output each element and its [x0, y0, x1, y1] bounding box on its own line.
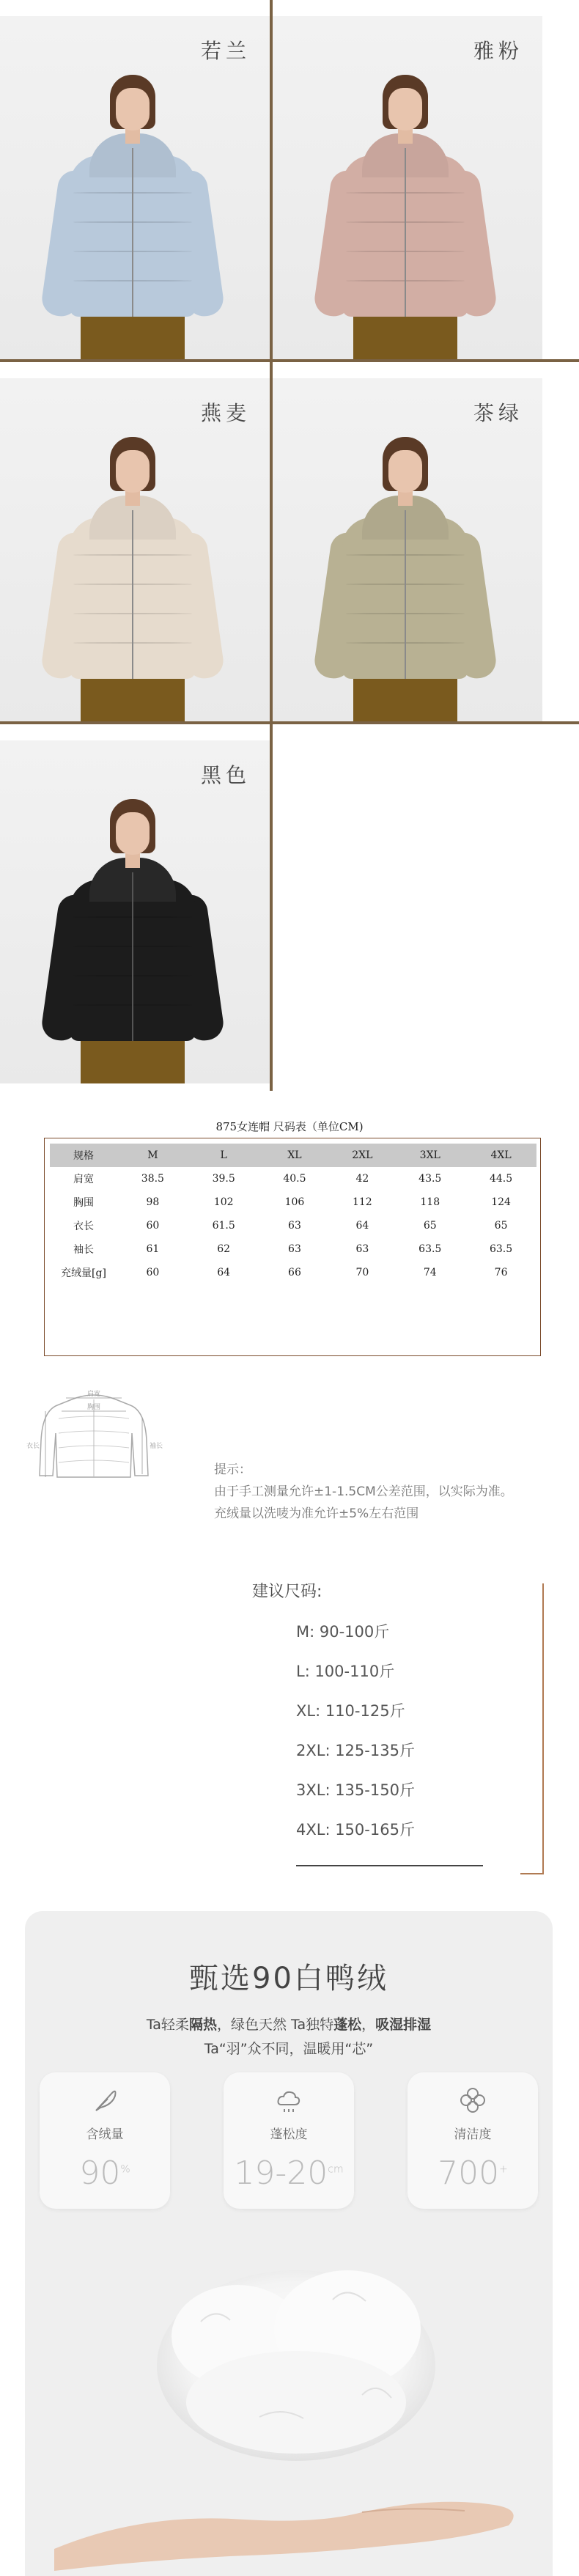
size-table-cell: 充绒量[g]: [61, 1267, 106, 1279]
model-figure-part: [388, 450, 422, 493]
size-table-cell: L: [188, 1144, 259, 1167]
size-table-cell: 64: [355, 1220, 369, 1232]
size-table-cell: 44.5: [489, 1173, 513, 1185]
tagline-part: Ta轻柔: [146, 2017, 189, 2033]
note-line-1: 由于手工测量允许±1-1.5CM公差范围，以实际为准。: [214, 1484, 513, 1499]
model-figure-part: [353, 674, 457, 721]
size-table-cell: 40.5: [283, 1173, 306, 1185]
variant-card-yanmai: [0, 378, 270, 721]
model-figure-part: [405, 148, 406, 317]
size-table-cell: 4XL: [465, 1144, 536, 1167]
suggestion-underline: [296, 1865, 483, 1866]
down-cleanliness-card: [407, 2072, 538, 2209]
model-figure-part: [132, 148, 133, 317]
model-figure-part: [132, 872, 133, 1041]
size-table-cell: 70: [355, 1267, 369, 1278]
model-figure-part: [81, 312, 185, 359]
size-table-row: [50, 1167, 536, 1191]
size-table-cell: 衣长: [73, 1221, 94, 1232]
variant-color-name: 黑色: [200, 763, 251, 787]
clover-icon: [407, 2086, 538, 2118]
size-table-cell: 98: [146, 1196, 160, 1208]
size-table-cell: 63: [288, 1243, 301, 1255]
size-suggestion-item: 2XL: 125-135斤: [296, 1742, 415, 1759]
size-table-cell: 63.5: [489, 1243, 513, 1255]
size-table-cell: 112: [352, 1196, 372, 1208]
variant-color-name: 茶绿: [473, 401, 523, 425]
variant-card-ruolan: [0, 16, 270, 359]
size-table-header: [50, 1144, 536, 1167]
size-table-cell: 61.5: [212, 1220, 235, 1232]
size-table-cell: 胸围: [73, 1197, 94, 1209]
size-suggestion-item: L: 100-110斤: [296, 1663, 395, 1680]
size-suggestion-item: M: 90-100斤: [296, 1623, 390, 1641]
variant-card-yafen: [273, 16, 542, 359]
size-table-cell: 3XL: [394, 1144, 465, 1167]
down-tagline-1: [25, 2014, 553, 2034]
down-fluffiness-card: [224, 2072, 354, 2209]
model-figure-part: [116, 812, 150, 855]
size-table-row: [50, 1237, 536, 1261]
size-table-cell: 63.5: [418, 1243, 442, 1255]
tagline-part: ，绿色天然 Ta独特: [216, 2017, 334, 2033]
down-cluster-image: [113, 2234, 479, 2483]
size-table-cell: 60: [146, 1267, 160, 1278]
down-feature-panel: [25, 1911, 553, 2576]
size-table: [50, 1144, 536, 1284]
sleeve-label: 袖长: [150, 1443, 163, 1450]
down-content-card: [40, 2072, 170, 2209]
grid-divider-2: [0, 721, 579, 724]
size-table-cell: 106: [284, 1196, 305, 1208]
feather-icon: [40, 2086, 170, 2118]
size-suggestion-item: 4XL: 150-165斤: [296, 1821, 415, 1839]
card-value: 90%: [79, 2154, 130, 2192]
card-value: 700+: [438, 2154, 508, 2192]
note-title: 提示：: [214, 1462, 251, 1477]
model-figure-part: [388, 88, 422, 130]
model-figure-part: [116, 450, 150, 493]
cloud-icon: [224, 2086, 354, 2118]
size-table-cell: 规格: [50, 1144, 117, 1167]
size-table-cell: XL: [259, 1144, 331, 1167]
variant-color-name: 若兰: [200, 39, 251, 63]
model-figure-part: [81, 674, 185, 721]
size-table-cell: 42: [355, 1173, 369, 1185]
size-suggestion-item: 3XL: 135-150斤: [296, 1781, 415, 1799]
size-table-row: [50, 1191, 536, 1214]
down-tagline-2: Ta“羽”众不同，温暖用“芯”: [204, 2041, 374, 2057]
measurement-note: [214, 1459, 513, 1525]
model-figure-part: [81, 1037, 185, 1083]
card-label: 含绒量: [86, 2127, 124, 2142]
size-table-cell: 118: [420, 1196, 440, 1208]
size-table-cell: 袖长: [73, 1244, 94, 1256]
size-table-title: 875女连帽 尺码表（单位CM): [215, 1120, 364, 1133]
size-table-cell: 39.5: [212, 1173, 235, 1185]
size-table-cell: M: [117, 1144, 188, 1167]
down-title: 甄选90白鸭绒: [189, 1962, 388, 1995]
suggestion-bracket: [520, 1583, 544, 1874]
model-figure-part: [405, 510, 406, 679]
card-label: 蓬松度: [270, 2127, 308, 2142]
size-table-cell: 102: [213, 1196, 234, 1208]
size-table-row: [50, 1261, 536, 1284]
size-table-cell: 38.5: [141, 1173, 164, 1185]
model-figure-part: [353, 312, 457, 359]
tagline-part: ，: [361, 2017, 376, 2033]
size-table-cell: 64: [217, 1267, 231, 1278]
variant-card-heise: [0, 740, 270, 1083]
size-table-cell: 肩宽: [73, 1174, 94, 1185]
size-table-cell: 2XL: [330, 1144, 394, 1167]
size-table-cell: 65: [423, 1220, 437, 1232]
tagline-bold-moisture: 吸湿排湿: [375, 2017, 432, 2033]
variant-color-name: 燕麦: [200, 401, 251, 425]
measurement-diagram: [21, 1389, 167, 1484]
model-figure-part: [116, 88, 150, 130]
chest-label: 胸围: [86, 1404, 101, 1411]
size-table-cell: 66: [288, 1267, 301, 1278]
size-table-cell: 60: [146, 1220, 160, 1232]
variant-card-chalv: [273, 378, 542, 721]
length-label: 衣长: [26, 1443, 40, 1450]
model-figure-part: [132, 510, 133, 679]
size-suggestion-title: 建议尺码:: [252, 1583, 322, 1601]
variant-color-name: 雅粉: [473, 39, 523, 63]
size-table-cell: 63: [355, 1243, 369, 1255]
note-line-2: 充绒量以洗唛为准允许±5%左右范围: [214, 1506, 419, 1521]
size-table-cell: 76: [494, 1267, 508, 1278]
card-label: 清洁度: [454, 2127, 492, 2142]
size-table-cell: 65: [494, 1220, 508, 1232]
size-table-cell: 124: [491, 1196, 511, 1208]
size-table-cell: 62: [217, 1243, 231, 1255]
grid-vertical-divider: [270, 0, 273, 1091]
size-table-cell: 61: [146, 1243, 160, 1255]
grid-divider-1: [0, 359, 579, 362]
tagline-bold-insulation: 隔热: [188, 2017, 217, 2033]
size-suggestion-item: XL: 110-125斤: [296, 1702, 405, 1720]
card-value: $19-20^{cm}$: [234, 2154, 344, 2192]
hand-image: [54, 2468, 523, 2571]
size-table-cell: 43.5: [418, 1173, 442, 1185]
shoulder-label: 肩宽: [86, 1391, 101, 1398]
size-table-cell: 74: [423, 1267, 437, 1278]
tagline-bold-fluffy: 蓬松: [333, 2017, 362, 2033]
size-table-row: [50, 1214, 536, 1237]
size-table-cell: 63: [288, 1220, 301, 1232]
